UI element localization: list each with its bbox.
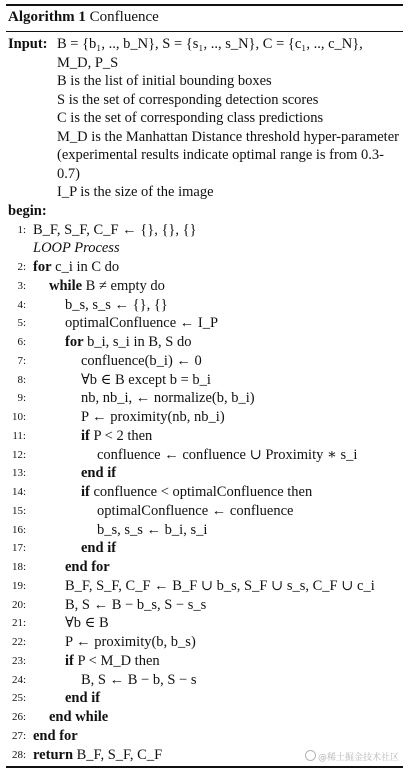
- line-number: 25:: [11, 692, 26, 705]
- code-line: [8, 577, 405, 596]
- code-text: [49, 708, 108, 727]
- watermark-text: @稀土掘金技术社区: [317, 753, 399, 763]
- code-text: [65, 652, 160, 671]
- code-line: [8, 614, 405, 633]
- code-text: P ← proximity(nb, nb_i): [81, 409, 225, 425]
- line-number: 17:: [11, 542, 26, 555]
- code-text: [33, 258, 119, 277]
- keyword: if: [81, 484, 90, 500]
- keyword: end while: [49, 709, 109, 725]
- keyword: if: [65, 652, 74, 669]
- watermark-logo-icon: [305, 750, 316, 761]
- watermark: [305, 750, 399, 763]
- keyword: while: [49, 277, 83, 294]
- code-text: ∀b ∈ B: [65, 615, 109, 632]
- code-rest: b_i, s_i in B, S do: [83, 334, 192, 350]
- code-line: [8, 596, 405, 615]
- code-text: LOOP Process: [33, 240, 120, 257]
- title-rule: [6, 31, 403, 32]
- code-line: [8, 539, 405, 558]
- code-text: [33, 746, 162, 765]
- keyword: if: [81, 427, 90, 444]
- code-text: b_s, s_s ← {}, {}: [65, 296, 168, 313]
- input-line-3: B is the list of initial bounding boxes: [57, 73, 272, 89]
- code-text: [65, 333, 191, 352]
- code-line: [8, 502, 405, 521]
- code-rest: P < 2 then: [89, 427, 153, 444]
- code-line: [8, 446, 405, 465]
- code-text: confluence ← confluence ∪ Proximity ∗ s_i: [97, 446, 358, 463]
- code-text: P ← proximity(b, b_s): [65, 634, 196, 650]
- code-line: [8, 352, 405, 371]
- code-rest: P < M_D then: [73, 652, 160, 669]
- top-rule: [6, 4, 403, 6]
- line-number: 23:: [11, 654, 26, 667]
- input-line-6: M_D is the Manhattan Distance threshold hyper-parameter: [57, 128, 399, 145]
- code-line: [8, 333, 405, 352]
- code-line: [8, 558, 405, 577]
- line-number: 20:: [11, 598, 26, 611]
- line-number: 22:: [11, 636, 26, 648]
- keyword: end if: [81, 540, 117, 557]
- input-text: [57, 35, 405, 202]
- keyword: for: [65, 334, 84, 350]
- code-rest: c_i in C do: [51, 259, 120, 275]
- input-line-2: M_D, P_S: [57, 54, 119, 71]
- keyword: for: [33, 259, 52, 275]
- algorithm-name: Confluence: [89, 9, 159, 25]
- code-line: [8, 221, 405, 240]
- code-text: [81, 427, 152, 446]
- line-number: 8:: [17, 373, 26, 386]
- keyword: return: [33, 746, 74, 763]
- code-text: B_F, S_F, C_F ← {}, {}, {}: [33, 221, 197, 238]
- code-text: [65, 558, 110, 577]
- line-number: 2:: [17, 261, 26, 273]
- code-text: B, S ← B − b_s, S − s_s: [65, 596, 207, 613]
- line-number: 3:: [17, 279, 26, 292]
- code-line: [8, 671, 405, 690]
- code-text: optimalConfluence ← confluence: [97, 502, 294, 519]
- line-number: 13:: [11, 467, 26, 480]
- code-line: [8, 277, 405, 296]
- line-number: 12:: [11, 448, 26, 461]
- input-line-4: S is the set of corresponding detection scores: [57, 91, 319, 108]
- code-text: [81, 464, 116, 483]
- code-rest: confluence < optimalConfluence then: [89, 484, 313, 500]
- code-text: [81, 539, 116, 558]
- code-line: [8, 408, 405, 427]
- line-number: 16:: [11, 523, 26, 536]
- code-text: [81, 483, 312, 502]
- begin-label: begin:: [8, 202, 47, 219]
- code-line: [8, 296, 405, 315]
- keyword: end if: [65, 690, 101, 707]
- line-number: 5:: [17, 317, 26, 330]
- code-line: [8, 389, 405, 408]
- code-text: [33, 727, 78, 746]
- code-line: [8, 689, 405, 708]
- code-rest: B ≠ empty do: [82, 277, 165, 294]
- line-number: 21:: [11, 617, 26, 630]
- code-text: B_F, S_F, C_F ← B_F ∪ b_s, S_F ∪ s_s, C_F ∪ c_i: [65, 577, 375, 594]
- code-line: [8, 483, 405, 502]
- algorithm-title: [8, 9, 159, 26]
- code-line: [8, 258, 405, 277]
- input-line-8: I_P is the size of the image: [57, 184, 214, 200]
- line-number: 15:: [11, 504, 26, 517]
- line-number: 9:: [17, 392, 26, 405]
- line-number: 24:: [11, 673, 26, 686]
- code-rest: B_F, S_F, C_F: [73, 746, 163, 763]
- code-line: [8, 371, 405, 390]
- code-line: [8, 633, 405, 652]
- input-line-7: (experimental results indicate optimal range is from 0.3-0.7): [57, 147, 384, 182]
- line-number: 27:: [11, 729, 26, 742]
- code-line: [8, 427, 405, 446]
- code-line: [8, 521, 405, 540]
- code-line: [8, 464, 405, 483]
- code-text: nb, nb_i, ← normalize(b, b_i): [81, 390, 255, 407]
- bottom-rule: [6, 766, 403, 768]
- code-text: [49, 277, 165, 296]
- input-line-1: B = {b₁, .., b_N}, S = {s₁, .., s_N}, C = {c₁, .., c_N},: [57, 36, 363, 52]
- code-line: [8, 652, 405, 671]
- code-text: b_s, s_s ← b_i, s_i: [97, 521, 208, 538]
- code-text: ∀b ∈ B except b = b_i: [81, 371, 211, 388]
- line-number: 4:: [17, 298, 26, 311]
- code-line: [8, 314, 405, 333]
- input-line-5: C is the set of corresponding class predictions: [57, 110, 324, 126]
- input-label: Input:: [8, 36, 48, 52]
- line-number: 18:: [11, 561, 26, 573]
- line-number: 10:: [11, 411, 26, 423]
- line-number: 26:: [11, 711, 26, 723]
- line-number: 19:: [11, 579, 26, 592]
- code-text: confluence(b_i) ← 0: [81, 352, 202, 369]
- line-number: 11:: [12, 429, 26, 442]
- line-number: 6:: [17, 336, 26, 348]
- line-number: 28:: [11, 748, 26, 761]
- code-text: optimalConfluence ← I_P: [65, 315, 219, 332]
- line-number: 1:: [17, 223, 26, 236]
- algorithm-label: Algorithm 1: [8, 9, 86, 25]
- keyword: end if: [81, 465, 117, 482]
- code-line: [8, 239, 405, 258]
- code-text: [65, 689, 100, 708]
- line-number: 14:: [11, 486, 26, 498]
- code-text: B, S ← B − b, S − s: [81, 671, 197, 688]
- input-section: [8, 35, 405, 202]
- algorithm-body: [8, 35, 405, 764]
- line-number: 7:: [17, 354, 26, 367]
- code-line: [8, 727, 405, 746]
- keyword: end for: [65, 559, 110, 575]
- keyword: end for: [33, 727, 78, 744]
- code-listing: [8, 221, 405, 765]
- code-line: [8, 708, 405, 727]
